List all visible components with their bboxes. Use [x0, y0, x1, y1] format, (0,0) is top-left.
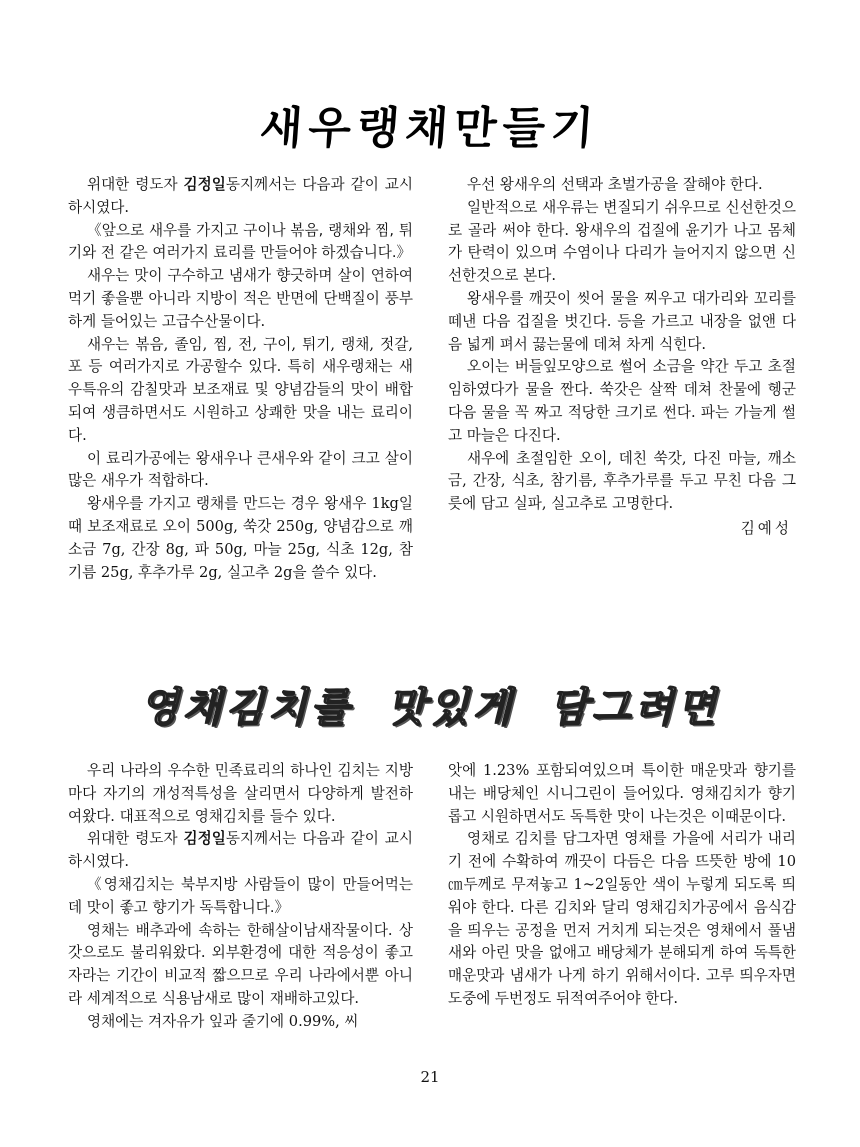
paragraph: 우선 왕새우의 선택과 초벌가공을 잘해야 한다. [466, 176, 763, 193]
paragraph: 왕새우를 깨끗이 씻어 물을 찌우고 대가리와 꼬리를 떼낸 다음 겁질을 벗긴다. 등을 가르고 내장을 없앤 다음 넓게 펴서 끓는물에 데쳐 차게 식힌다. [448, 289, 796, 353]
article2-title: 영채김치를 맛있게 담그려면 [140, 684, 720, 731]
paragraph: 오이는 버들잎모양으로 썰어 소금을 약간 두고 초절임하였다가 물을 짠다. 쑥갓은 살짝 데쳐 찬물에 헹군 다음 물을 꼭 짜고 적당한 크기로 썬다. 파는 가늘게 썰고 마늘은 다진다. [448, 358, 796, 444]
article1-title: 새우랭채만들기 [258, 103, 602, 154]
article1-left-column [68, 174, 413, 584]
leader-name: 김정일 [183, 830, 226, 848]
paragraph: 왕새우를 가지고 랭채를 만드는 경우 왕새우 1kg일 때 보조재료로 오이 500g, 쑥갓 250g, 양념감으로 깨소금 7g, 간장 8g, 파 50g, 마늘 25g, 식초 12g, 참기름 25g, 후추가루 2g, 실고추 2g을 쓸수 있다. [68, 495, 413, 581]
quotation: 《영채김치는 북부지방 사람들이 많이 만들어먹는데 맛이 좋고 향기가 독특합니다.》 [68, 875, 413, 916]
text: 동지께서는 다음과 같이 교시하시였다. [68, 176, 413, 216]
paragraph: 이 료리가공에는 왕새우나 큰새우와 같이 크고 살이 많은 새우가 적합하다. [68, 449, 413, 490]
paragraph: 새우에 초절임한 오이, 데친 쑥갓, 다진 마늘, 깨소금, 간장, 식초, 참기름, 후추가루를 두고 무친 다음 그릇에 담고 실파, 실고추로 고명한다. [448, 449, 796, 513]
article2-right-column [448, 760, 796, 1011]
text: 동지께서는 다음과 같이 교시하시였다. [68, 830, 413, 871]
paragraph: 영채는 배추과에 속하는 한해살이남새작물이다. 상갓으로도 불리워왔다. 외부환경에 대한 적응성이 좋고 자라는 기간이 비교적 짧으므로 우리 나라에서뿐 아니라 세계적으로 식용남새로 많이 재배하고있다. [68, 921, 413, 1007]
paragraph: 새우는 볶음, 졸임, 찜, 전, 구이, 튀기, 랭채, 젓갈, 포 등 여러가지로 가공할수 있다. 특히 새우랭채는 새우특유의 감칠맛과 보조재료 및 양념감들의 맛이 배합되여 생큼하면서도 시원하고 상쾌한 맛을 내는 료리이다. [68, 335, 413, 444]
paragraph: 새우는 맛이 구수하고 냄새가 향긋하며 살이 연하여 먹기 좋을뿐 아니라 지방이 적은 반면에 단백질이 풍부하게 들어있는 고급수산물이다. [68, 267, 413, 330]
paragraph: 영채에는 겨자유가 잎과 줄기에 0.99%, 씨 [86, 1012, 359, 1030]
paragraph: 우리 나라의 우수한 민족료리의 하나인 김치는 지방마다 자기의 개성적특성을 살리면서 다양하게 발전하여왔다. 대표적으로 영채김치를 들수 있다. [68, 762, 413, 825]
paragraph: 앗에 1.23% 포함되여있으며 특이한 매운맛과 향기를 내는 배당체인 시니그린이 들어있다. 영채김치가 향기롭고 시원하면서도 독특한 맛이 나는것은 이때문이다. [448, 762, 796, 825]
leader-name: 김정일 [183, 176, 226, 193]
quotation: 《앞으로 새우를 가지고 구이나 볶음, 랭채와 찜, 튀기와 전 같은 여러가지 료리를 만들어야 하겠습니다.》 [68, 221, 413, 262]
author-signature: 김예성 [740, 519, 792, 537]
text: 위대한 령도자 [86, 830, 184, 848]
paragraph [68, 174, 413, 220]
article2-left-column [68, 760, 413, 1034]
paragraph [68, 828, 413, 874]
page-number: 21 [420, 1068, 440, 1086]
paragraph: 영채로 김치를 담그자면 영채를 가을에 서리가 내리기 전에 수확하여 깨끗이 다듬은 다음 뜨뜻한 방에 10㎝두께로 무져놓고 1~2일동안 색이 누렇게 되도록 띄워야 한다. 다른 김치와 달리 영채김치가공에서 음식감을 띄우는 공정을 먼저 거치게 되는것은 영채에서 풀냄새와 아린 맛을 없애고 배당체가 분해되게 하여 독특한 매운맛과 냄새가 나게 하기 위해서이다. 고루 띄우자면 도중에 두번정도 뒤적여주어야 한다. [448, 830, 796, 1007]
paragraph: 일반적으로 새우류는 변질되기 쉬우므로 신선한것으로 골라 써야 한다. 왕새우의 겁질에 윤기가 나고 몸체가 탄력이 있으며 수염이나 다리가 늘어지지 않으면 신선한것으로 본다. [448, 198, 796, 285]
text: 위대한 령도자 [86, 176, 184, 193]
article1-right-column [448, 174, 796, 541]
